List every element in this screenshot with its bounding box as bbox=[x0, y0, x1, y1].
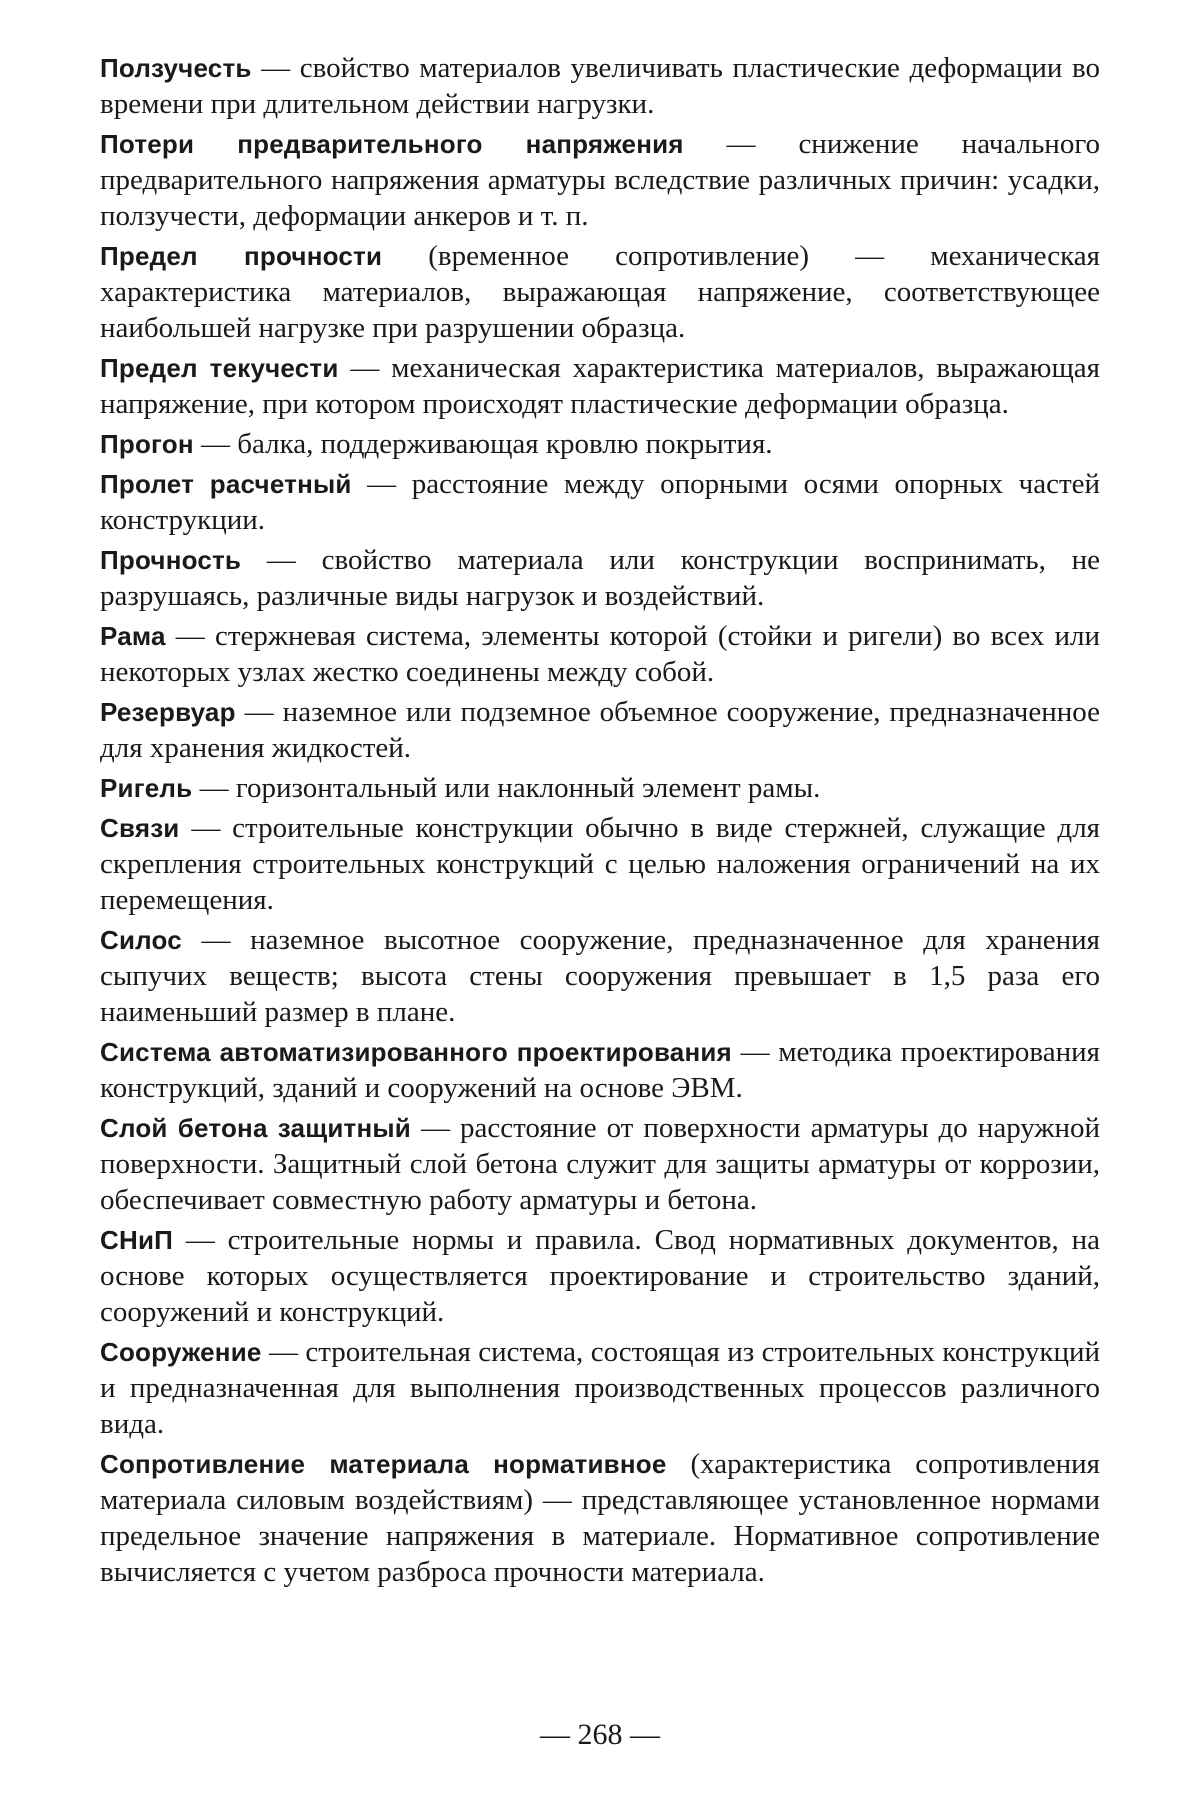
entry-definition: расстояние между опорными осями опорных частей конструкции. bbox=[100, 468, 1101, 536]
entry-term: Связи bbox=[100, 813, 180, 843]
glossary-entry bbox=[100, 50, 1100, 122]
entry-term: Прогон bbox=[100, 429, 194, 459]
entry-separator: — bbox=[235, 696, 283, 728]
entry-term: Ригель bbox=[100, 773, 193, 803]
glossary-entry bbox=[100, 1222, 1100, 1330]
entry-definition: расстояние от поверхности арматуры до наружной поверхности. Защитный слой бетона служит для защиты арматуры от коррозии, обеспечивает совместную работу арматуры и бетона. bbox=[100, 1112, 1101, 1216]
document-page bbox=[100, 50, 1100, 1750]
entry-definition: строительные конструкции обычно в виде стержней, служащие для скрепления строительных конструкций с целью наложения ограничений на их перемещения. bbox=[100, 812, 1100, 916]
entry-definition: стержневая система, элементы которой (стойки и ригели) во всех или некоторых узлах жестко соединены между собой. bbox=[100, 620, 1101, 688]
entry-separator: — bbox=[179, 812, 233, 844]
glossary-entry bbox=[100, 618, 1100, 690]
glossary-entry bbox=[100, 466, 1100, 538]
entry-term: Система автоматизированного проектирования bbox=[100, 1037, 732, 1067]
glossary-entries bbox=[100, 50, 1100, 1590]
entry-separator: — bbox=[683, 128, 799, 160]
entry-term: Предел прочности bbox=[100, 241, 383, 271]
entry-definition: (временное сопротивление) — механическая характеристика материалов, выражающая напряжение, соответствующее наибольшей нагрузке при разрушении образца. bbox=[100, 240, 1100, 344]
entry-definition: балка, поддерживающая кровлю покрытия. bbox=[237, 428, 773, 460]
glossary-entry bbox=[100, 350, 1100, 422]
entry-separator: — bbox=[338, 352, 392, 384]
entry-term: Ползучесть bbox=[100, 53, 252, 83]
entry-separator bbox=[382, 240, 428, 272]
entry-definition: строительные нормы и правила. Свод нормативных документов, на основе которых осуществляется проектирование и строительство зданий, сооружений и конструкций. bbox=[100, 1224, 1100, 1328]
glossary-entry bbox=[100, 1446, 1100, 1590]
entry-term: Сооружение bbox=[100, 1337, 262, 1367]
entry-term: Рама bbox=[100, 621, 166, 651]
entry-definition: строительная система, состоящая из строительных конструкций и предназначенная для выполнения производственных процессов различного вида. bbox=[100, 1336, 1101, 1440]
glossary-entry bbox=[100, 810, 1100, 918]
entry-separator: — bbox=[351, 468, 412, 500]
entry-separator: — bbox=[181, 924, 251, 956]
entry-term: Силос bbox=[100, 925, 182, 955]
entry-term: Прочность bbox=[100, 545, 242, 575]
entry-definition: (характеристика сопротивления материала силовым воздействиям) — представляющее установленное нормами предельное значение напряжения в материале. Нормативное сопротивление вычисляется с учетом разброса прочности материала. bbox=[100, 1448, 1100, 1588]
entry-separator bbox=[667, 1448, 691, 1480]
glossary-entry bbox=[100, 542, 1100, 614]
entry-definition: механическая характеристика материалов, выражающая напряжение, при котором происходят пластические деформации образца. bbox=[100, 352, 1101, 420]
glossary-entry bbox=[100, 694, 1100, 766]
entry-separator: — bbox=[261, 1336, 306, 1368]
entry-definition: наземное или подземное объемное сооружение, предназначенное для хранения жидкостей. bbox=[100, 696, 1100, 764]
glossary-entry bbox=[100, 426, 1100, 462]
entry-definition: снижение начального предварительного напряжения арматуры вследствие различных причин: усадки, ползучести, деформации анкеров и т. п. bbox=[100, 128, 1100, 232]
entry-separator: — bbox=[410, 1112, 460, 1144]
entry-term: Сопротивление материала нормативное bbox=[100, 1449, 667, 1479]
entry-separator: — bbox=[251, 52, 300, 84]
glossary-entry bbox=[100, 1110, 1100, 1218]
glossary-entry bbox=[100, 1334, 1100, 1442]
entry-separator: — bbox=[192, 772, 236, 804]
entry-definition: свойство материалов увеличивать пластические деформации во времени при длительном действии нагрузки. bbox=[100, 52, 1101, 120]
entry-definition: горизонтальный или наклонный элемент рамы. bbox=[235, 772, 821, 804]
entry-separator: — bbox=[173, 1224, 228, 1256]
entry-term: Слой бетона защитный bbox=[100, 1113, 411, 1143]
entry-separator: — bbox=[165, 620, 215, 652]
entry-separator: — bbox=[193, 428, 238, 460]
glossary-entry bbox=[100, 922, 1100, 1030]
entry-term: Резервуар bbox=[100, 697, 236, 727]
entry-term: Потери предварительного напряжения bbox=[100, 129, 684, 159]
glossary-entry bbox=[100, 1034, 1100, 1106]
glossary-entry bbox=[100, 126, 1100, 234]
entry-separator: — bbox=[731, 1036, 779, 1068]
entry-definition: свойство материала или конструкции воспринимать, не разрушаясь, различные виды нагрузок и воздействий. bbox=[100, 544, 1100, 612]
entry-term: Пролет расчетный bbox=[100, 469, 352, 499]
entry-term: Предел текучести bbox=[100, 353, 339, 383]
entry-separator: — bbox=[241, 544, 322, 576]
glossary-entry bbox=[100, 238, 1100, 346]
page-number: — 268 — bbox=[540, 1718, 660, 1751]
entry-definition: наземное высотное сооружение, предназначенное для хранения сыпучих веществ; высота стены сооружения превышает в 1,5 раза его наименьший размер в плане. bbox=[100, 924, 1100, 1028]
entry-definition: методика проектирования конструкций, зданий и сооружений на основе ЭВМ. bbox=[100, 1036, 1100, 1104]
entry-term: СНиП bbox=[100, 1225, 174, 1255]
glossary-entry bbox=[100, 770, 1100, 806]
